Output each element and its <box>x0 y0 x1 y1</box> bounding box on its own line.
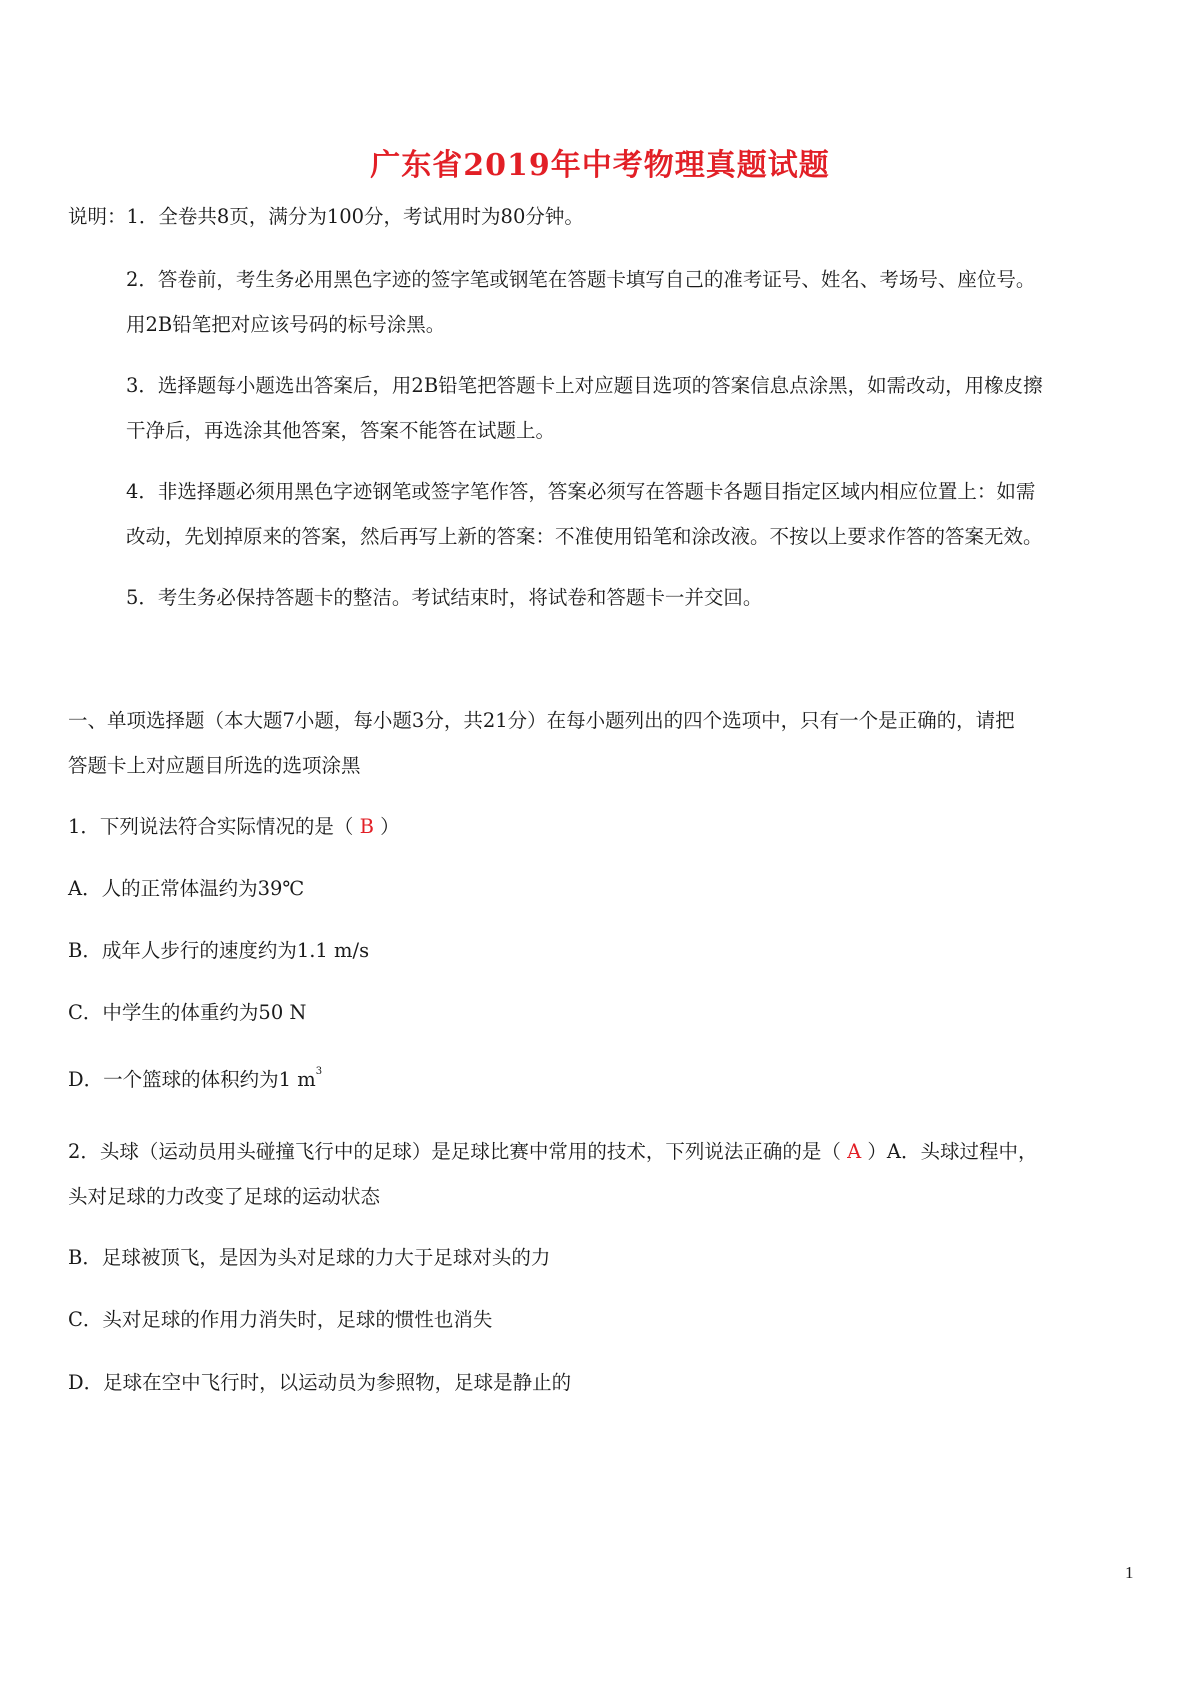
question-2-option-b: B．足球被顶飞，是因为头对足球的力大于足球对头的力 <box>68 1246 551 1269</box>
question-1-option-c: C．中学生的体重约为50 N <box>68 1001 307 1024</box>
instruction-item-3-line-1: 3．选择题每小题选出答案后，用2B铅笔把答题卡上对应题目选项的答案信息点涂黑，如需改动，用橡皮擦 <box>126 374 1043 397</box>
section-1-heading-line-2: 答题卡上对应题目所选的选项涂黑 <box>68 754 361 777</box>
instruction-intro: 说明：1．全卷共8页，满分为100分，考试用时为80分钟。 <box>68 205 584 228</box>
question-1-option-a: A．人的正常体温约为39℃ <box>68 877 305 900</box>
question-1-option-d-text: D．一个篮球的体积约为1 m <box>68 1068 316 1091</box>
section-1-heading-line-1: 一、单项选择题（本大题7小题，每小题3分，共21分）在每小题列出的四个选项中，只有一个是正确的，请把 <box>68 709 1015 732</box>
question-2-option-c: C．头对足球的作用力消失时，足球的惯性也消失 <box>68 1308 493 1331</box>
instruction-item-4-line-1: 4．非选择题必须用黑色字迹钢笔或签字笔作答，答案必须写在答题卡各题目指定区域内相应位置上：如需 <box>126 480 1036 503</box>
question-2-answer: A <box>847 1140 862 1163</box>
question-2-stem-line-1 <box>68 1142 1037 1162</box>
instruction-item-2-line-2: 用2B铅笔把对应该号码的标号涂黑。 <box>126 313 446 336</box>
question-1-answer: B <box>359 815 374 838</box>
question-2-stem-close: ）A．头球过程中， <box>861 1140 1038 1163</box>
question-1-stem-close: ） <box>373 815 400 838</box>
question-1-stem <box>68 817 400 837</box>
instruction-item-3-line-2: 干净后，再选涂其他答案，答案不能答在试题上。 <box>126 419 556 442</box>
question-2-option-d: D．足球在空中飞行时，以运动员为参照物，足球是静止的 <box>68 1371 572 1394</box>
question-1-stem-text: 1．下列说法符合实际情况的是（ <box>68 815 360 838</box>
cubic-exponent: 3 <box>315 1066 323 1077</box>
page-number: 1 <box>1125 1563 1134 1582</box>
question-2-stem-text: 2．头球（运动员用头碰撞飞行中的足球）是足球比赛中常用的技术，下列说法正确的是（ <box>68 1140 848 1163</box>
instruction-item-4-line-2: 改动，先划掉原来的答案，然后再写上新的答案：不准使用铅笔和涂改液。不按以上要求作答的答案无效。 <box>126 525 1043 548</box>
page-title: 广东省2019年中考物理真题试题 <box>370 148 830 183</box>
question-1-option-b: B．成年人步行的速度约为1.1 m/s <box>68 939 370 962</box>
question-1-option-d <box>68 1067 322 1090</box>
instruction-item-5: 5．考生务必保持答题卡的整洁。考试结束时，将试卷和答题卡一并交回。 <box>126 586 763 609</box>
instruction-item-2-line-1: 2．答卷前，考生务必用黑色字迹的签字笔或钢笔在答题卡填写自己的准考证号、姓名、考场号、座位号。 <box>126 268 1036 291</box>
question-2-stem-line-2: 头对足球的力改变了足球的运动状态 <box>68 1185 381 1208</box>
